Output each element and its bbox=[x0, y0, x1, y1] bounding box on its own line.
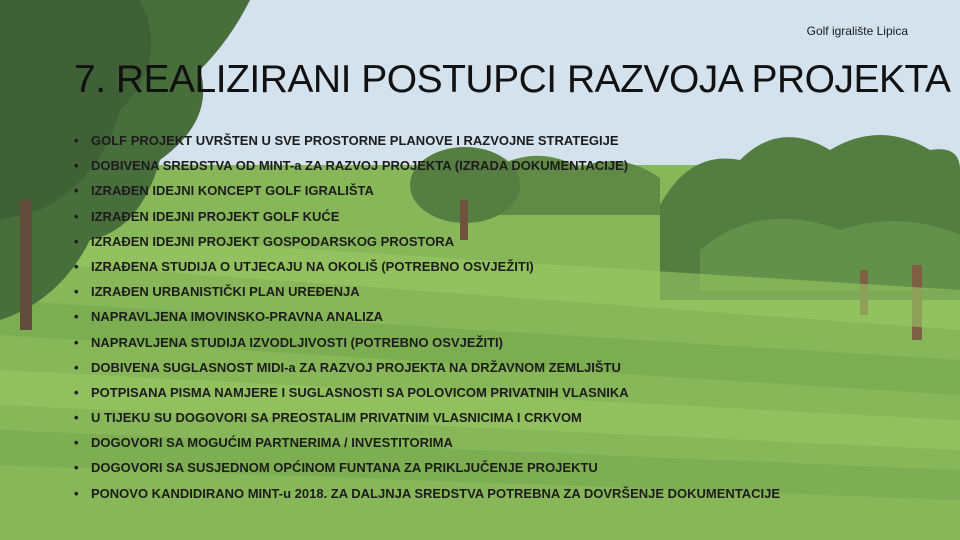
list-item bbox=[74, 259, 794, 275]
list-item-text: NAPRAVLJENA STUDIJA IZVODLJIVOSTI (POTREBNO OSVJEŽITI) bbox=[91, 334, 503, 350]
list-item-text: IZRAĐENA STUDIJA O UTJECAJU NA OKOLIŠ (POTREBNO OSVJEŽITI) bbox=[91, 258, 534, 274]
list-item-text: DOBIVENA SUGLASNOST MIDI-a ZA RAZVOJ PROJEKTA NA DRŽAVNOM ZEMLJIŠTU bbox=[91, 359, 621, 375]
bullet-icon: • bbox=[74, 233, 79, 249]
list-item bbox=[74, 234, 794, 250]
list-item bbox=[74, 209, 794, 225]
bullet-icon: • bbox=[74, 334, 79, 350]
list-item-text: IZRAĐEN URBANISTIČKI PLAN UREĐENJA bbox=[91, 284, 360, 300]
list-item bbox=[74, 435, 794, 451]
list-item bbox=[74, 385, 794, 401]
list-item bbox=[74, 335, 794, 351]
bullet-icon: • bbox=[74, 410, 79, 426]
bullet-icon: • bbox=[74, 460, 79, 476]
list-item-text: DOBIVENA SREDSTVA OD MINT-a ZA RAZVOJ PROJEKTA (IZRADA DOKUMENTACIJE) bbox=[91, 158, 629, 174]
list-item bbox=[74, 410, 794, 426]
list-item-text: U TIJEKU SU DOGOVORI SA PREOSTALIM PRIVATNIM VLASNICIMA I CRKVOM bbox=[91, 410, 582, 426]
bullet-icon: • bbox=[74, 158, 79, 174]
header-label: Golf igralište Lipica bbox=[806, 24, 908, 38]
list-item bbox=[74, 360, 794, 376]
list-item-text: IZRAĐEN IDEJNI PROJEKT GOSPODARSKOG PROSTORA bbox=[91, 233, 455, 249]
list-item bbox=[74, 309, 794, 325]
list-item bbox=[74, 158, 794, 174]
bullet-icon: • bbox=[74, 133, 79, 148]
list-item bbox=[74, 183, 794, 199]
bullet-icon: • bbox=[74, 384, 79, 400]
bullet-list bbox=[74, 133, 794, 511]
list-item-text: GOLF PROJEKT UVRŠTEN U SVE PROSTORNE PLANOVE I RAZVOJNE STRATEGIJE bbox=[91, 133, 619, 148]
list-item-text: NAPRAVLJENA IMOVINSKO-PRAVNA ANALIZA bbox=[91, 309, 384, 325]
bullet-icon: • bbox=[74, 435, 79, 451]
bullet-icon: • bbox=[74, 485, 79, 501]
bullet-icon: • bbox=[74, 183, 79, 199]
bullet-icon: • bbox=[74, 208, 79, 224]
list-item bbox=[74, 460, 794, 476]
list-item-text: DOGOVORI SA MOGUĆIM PARTNERIMA / INVESTITORIMA bbox=[91, 435, 453, 451]
list-item-text: PONOVO KANDIDIRANO MINT-u 2018. ZA DALJNJA SREDSTVA POTREBNA ZA DOVRŠENJE DOKUMENTACIJE bbox=[91, 485, 781, 501]
bullet-icon: • bbox=[74, 309, 79, 325]
slide-title: 7. REALIZIRANI POSTUPCI RAZVOJA PROJEKTA bbox=[74, 58, 951, 101]
list-item-text: IZRAĐEN IDEJNI PROJEKT GOLF KUĆE bbox=[91, 208, 340, 224]
bullet-icon: • bbox=[74, 359, 79, 375]
list-item-text: POTPISANA PISMA NAMJERE I SUGLASNOSTI SA POLOVICOM PRIVATNIH VLASNIKA bbox=[91, 384, 629, 400]
bullet-icon: • bbox=[74, 284, 79, 300]
list-item bbox=[74, 133, 794, 149]
list-item bbox=[74, 284, 794, 300]
list-item bbox=[74, 486, 794, 502]
list-item-text: IZRAĐEN IDEJNI KONCEPT GOLF IGRALIŠTA bbox=[91, 183, 374, 199]
bullet-icon: • bbox=[74, 258, 79, 274]
list-item-text: DOGOVORI SA SUSJEDNOM OPĆINOM FUNTANA ZA PRIKLJUČENJE PROJEKTU bbox=[91, 460, 598, 476]
